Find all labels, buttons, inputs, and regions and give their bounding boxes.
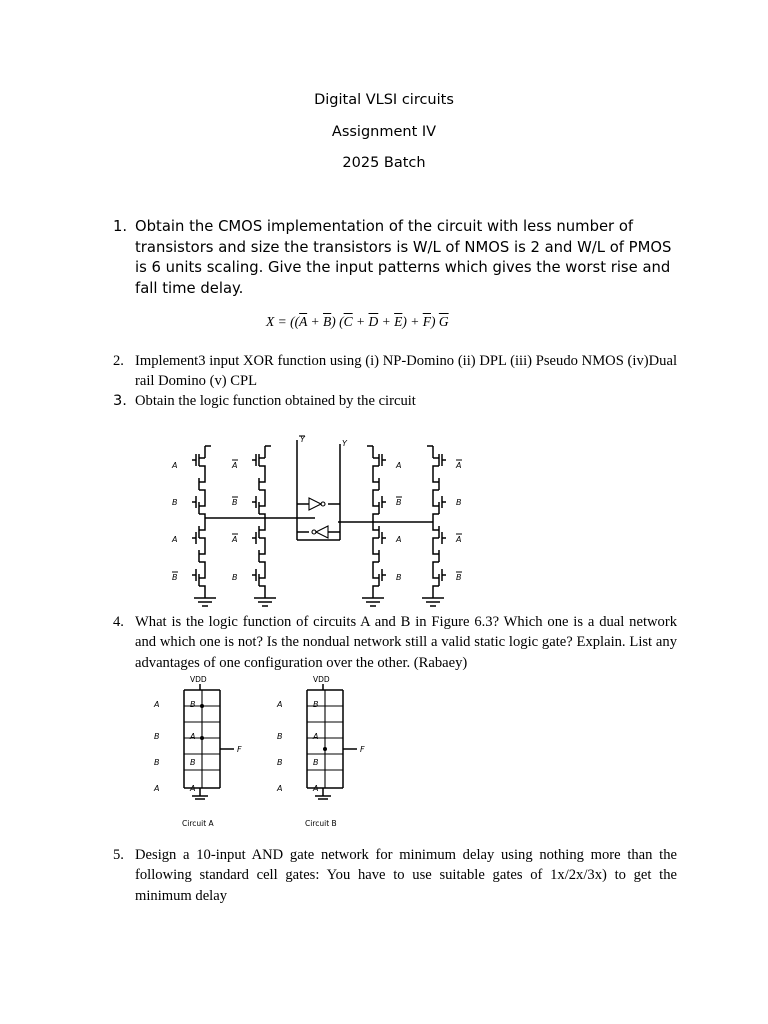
circuit-a-output: F	[237, 745, 242, 754]
question-5-number: 5.	[113, 847, 124, 863]
input-label: A	[396, 535, 402, 544]
input-label: B	[277, 732, 283, 741]
question-3-circuit	[160, 432, 490, 612]
input-label: B	[190, 700, 196, 709]
equation-plus: +	[378, 314, 395, 329]
input-label: A	[232, 535, 238, 544]
circuit-b-supply: VDD	[313, 675, 330, 684]
input-label: B	[396, 573, 402, 582]
input-label: A	[396, 461, 402, 470]
equation-term-b: $\overline{B}$	[323, 314, 332, 329]
input-label: A	[190, 732, 196, 741]
input-label: B	[154, 758, 160, 767]
question-4-number: 4.	[113, 614, 124, 630]
batch-label: 2025 Batch	[342, 155, 426, 171]
equation-paren: ) (	[331, 314, 344, 329]
input-label: A	[190, 784, 196, 793]
input-label: B	[313, 758, 319, 767]
cross-coupled-inverters	[297, 440, 340, 540]
question-1-text: Obtain the CMOS implementation of the circuit with less number of transistors and size the transistors is W/L of NMOS is 2 and W/L of PMOS is 6 units scaling. Give the input patterns which gives the worst rise and fall time delay.	[135, 218, 672, 298]
input-label: A	[172, 535, 178, 544]
input-label: A	[154, 784, 160, 793]
input-label: B	[456, 573, 462, 582]
equation-paren: )	[431, 314, 439, 329]
input-label: B	[456, 498, 462, 507]
circuit-b-diagram	[273, 672, 383, 832]
input-label: B	[154, 732, 160, 741]
circuit-a-caption: Circuit A	[182, 819, 214, 828]
transistor-stack-3	[338, 446, 433, 606]
question-5-text: Design a 10-input AND gate network for minimum delay using nothing more than the following standard cell gates: You have to use suitable gates of 1x/2x/3x) to get the minimum delay	[135, 847, 677, 904]
transistor-stack-4	[422, 446, 446, 606]
input-label: A	[313, 784, 319, 793]
circuit-a-diagram	[150, 672, 250, 832]
input-label: A	[277, 700, 283, 709]
question-2-number: 2.	[113, 353, 124, 369]
input-label: A	[172, 461, 178, 470]
equation-term-d: $\overline{D}$	[368, 314, 379, 329]
circuit-b-caption: Circuit B	[305, 819, 337, 828]
question-3-number: 3.	[113, 392, 127, 409]
input-label: A	[232, 461, 238, 470]
equation-term-c: $\overline{C}$	[343, 314, 353, 329]
input-label: A	[154, 700, 160, 709]
question-1-equation	[266, 314, 449, 330]
input-label: B	[313, 700, 319, 709]
assignment-title: Assignment IV	[331, 124, 437, 140]
input-label: B	[172, 573, 178, 582]
input-label: A	[277, 784, 283, 793]
input-label: B	[232, 498, 238, 507]
circuit-b-output: F	[360, 745, 365, 754]
input-label: A	[456, 535, 462, 544]
input-label: B	[190, 758, 196, 767]
transistor-stack-2	[252, 446, 276, 606]
equation-paren: ) +	[402, 314, 423, 329]
circuit-a-supply: VDD	[190, 675, 207, 684]
input-label: B	[396, 498, 402, 507]
input-label: A	[456, 461, 462, 470]
question-3-text: Obtain the logic function obtained by the circuit	[135, 393, 416, 409]
output-y-bar: Y	[300, 435, 305, 444]
question-2-text: Implement3 input XOR function using (i) NP-Domino (ii) DPL (iii) Pseudo NMOS (iv)Dual rail Domino (v) CPL	[135, 353, 677, 390]
equation-lhs: X = ((	[266, 314, 300, 329]
equation-term-f: $\overline{F}$	[422, 314, 431, 329]
course-title: Digital VLSI circuits	[314, 92, 454, 108]
input-label: A	[313, 732, 319, 741]
input-label: B	[232, 573, 238, 582]
question-4-text: What is the logic function of circuits A and B in Figure 6.3? Which one is a dual network and which one is not? Is the nondual network still a valid static logic gate? Explain. List any advantages of one configuration over the other. (Rabaey)	[135, 614, 677, 671]
equation-plus: +	[307, 314, 323, 329]
question-1-number: 1.	[113, 218, 128, 235]
equation-term-a: $\overline{A}$	[299, 314, 308, 329]
input-label: B	[277, 758, 283, 767]
equation-plus: +	[352, 314, 369, 329]
equation-term-e: $\overline{E}$	[394, 314, 403, 329]
output-y: Y	[342, 439, 347, 448]
input-label: B	[172, 498, 178, 507]
equation-term-g: $\overline{G}$	[438, 314, 449, 329]
